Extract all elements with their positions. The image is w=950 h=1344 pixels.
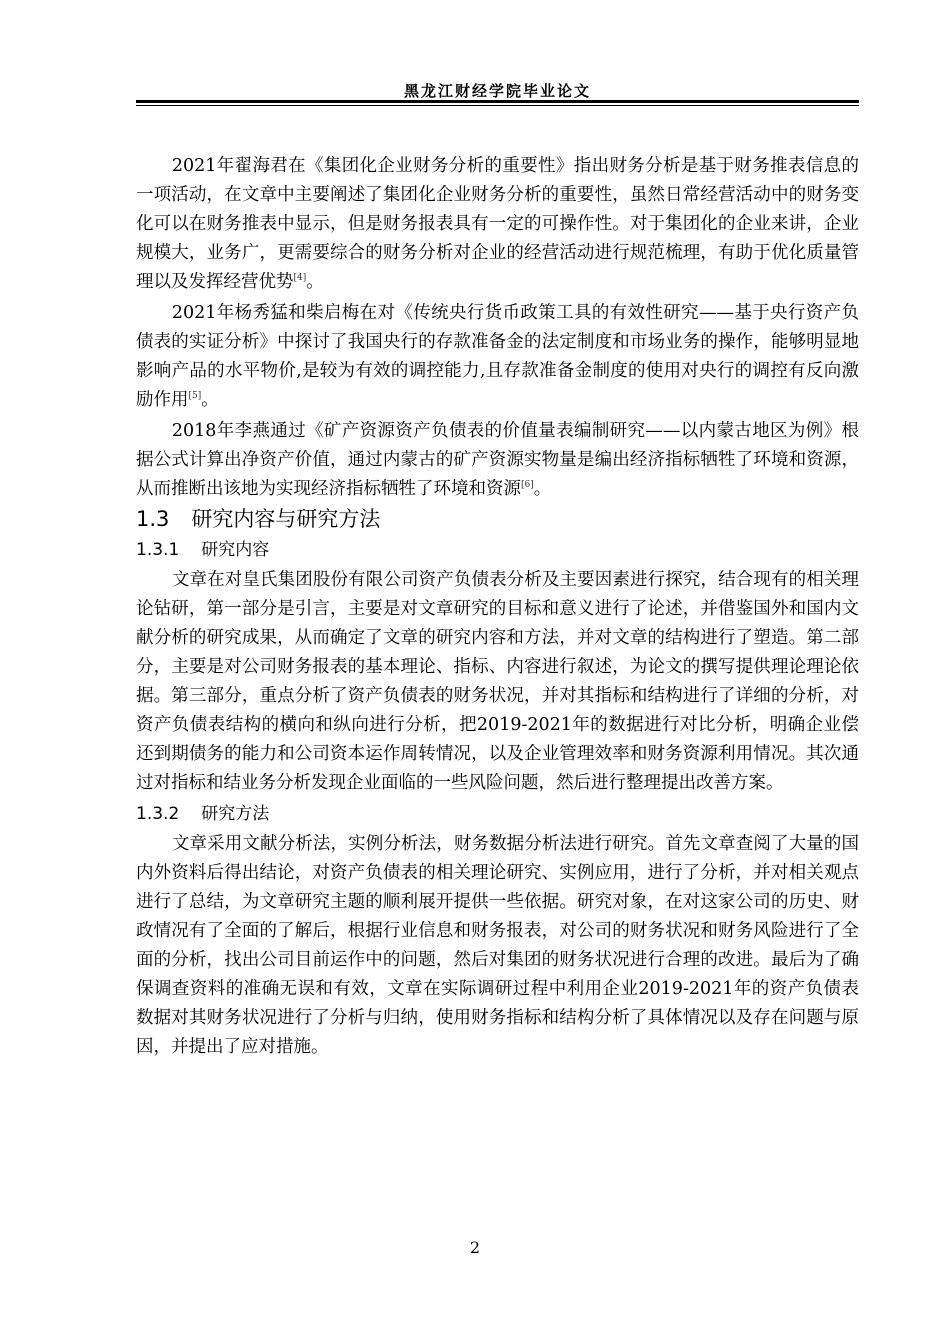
section-heading-1-3-1: 1.3.1 研究内容 (136, 540, 270, 560)
section-heading-1-3-2: 1.3.2 研究方法 (136, 804, 270, 824)
paragraph-zhai: 2021年翟海君在《集团化企业财务分析的重要性》指出财务分析是基于财务推表信息的一项活动，在文章中主要阐述了集团化企业财务分析的重要性，虽然日常经营活动中的财务变化可以在财务推表中显示，但是财务报表具有一定的可操作性。对于集团化的企业来讲，企业规模大，业务广，更需要综合的财务分析对企业的经营活动进行规范梳理，有助于优化质量管理以及发挥经营优势[4]。 (136, 156, 859, 292)
citation-5[interactable]: [5] (188, 391, 202, 402)
header-rule-thick (136, 100, 859, 103)
paragraph-yang: 2021年杨秀猛和柴启梅在对《传统央行货币政策工具的有效性研究——基于央行资产负债表的实证分析》中探讨了我国央行的存款准备金的法定制度和市场业务的操作，能够明显地影响产品的水平物价,是较为有效的调控能力,且存款准备金制度的使用对央行的调控有反向激励作用[5]。 (136, 303, 859, 410)
citation-6[interactable]: [6] (521, 480, 534, 491)
page-content (136, 152, 859, 1062)
page-number: 2 (469, 1238, 481, 1257)
header-rule-thin (136, 105, 859, 106)
paragraph-research-method: 文章采用文献分析法，实例分析法，财务数据分析法进行研究。首先文章查阅了大量的国内外资料后得出结论，对资产负债表的相关理论研究、实例应用，进行了分析，并对相关观点进行了总结，为文章研究主题的顺利展开提供一些依据。研究对象，在对这家公司的历史、财政情况有了全面的了解后，根据行业信息和财务报表，对公司的财务状况和财务风险进行了全面的分析，找出公司目前运作中的问题，然后对集团的财务状况进行合理的改进。最后为了确保调查资料的准确无误和有效，文章在实际调研过程中利用企业2019-2021年的资产负债表数据对其财务状况进行了分析与归纳，使用财务指标和结构分析了具体情况以及存在问题与原因，并提出了应对措施。 (136, 834, 859, 1057)
document-header: 黑龙江财经学院毕业论文 (403, 82, 591, 100)
citation-4[interactable]: [4] (293, 273, 307, 284)
paragraph-li: 2018年李燕通过《矿产资源资产负债表的价值量表编制研究——以内蒙古地区为例》根据公式计算出净资产价值，通过内蒙古的矿产资源实物量是编出经济指标牺牲了环境和资源，从而推断出该地为实现经济指标牺牲了环境和资源[6]。 (136, 421, 859, 499)
paragraph-research-content: 文章在对皇氏集团股份有限公司资产负债表分析及主要因素进行探究，结合现有的相关理论钻研，第一部分是引言，主要是对文章研究的目标和意义进行了论述，并借鉴国外和国内文献分析的研究成果，从而确定了文章的研究内容和方法，并对文章的结构进行了塑造。第二部分，主要是对公司财务报表的基本理论、指标、内容进行叙述，为论文的撰写提供理论理论依据。第三部分，重点分析了资产负债表的财务状况，并对其指标和结构进行了详细的分析，对资产负债表结构的横向和纵向进行分析，把2019-2021年的数据进行对比分析，明确企业偿还到期债务的能力和公司资本运作周转情况，以及企业管理效率和财务资源利用情况。其次通过对指标和结业务分析发现企业面临的一些风险问题，然后进行整理提出改善方案。 (136, 570, 859, 793)
section-heading-1-3: 1.3 研究内容与研究方法 (136, 507, 381, 531)
